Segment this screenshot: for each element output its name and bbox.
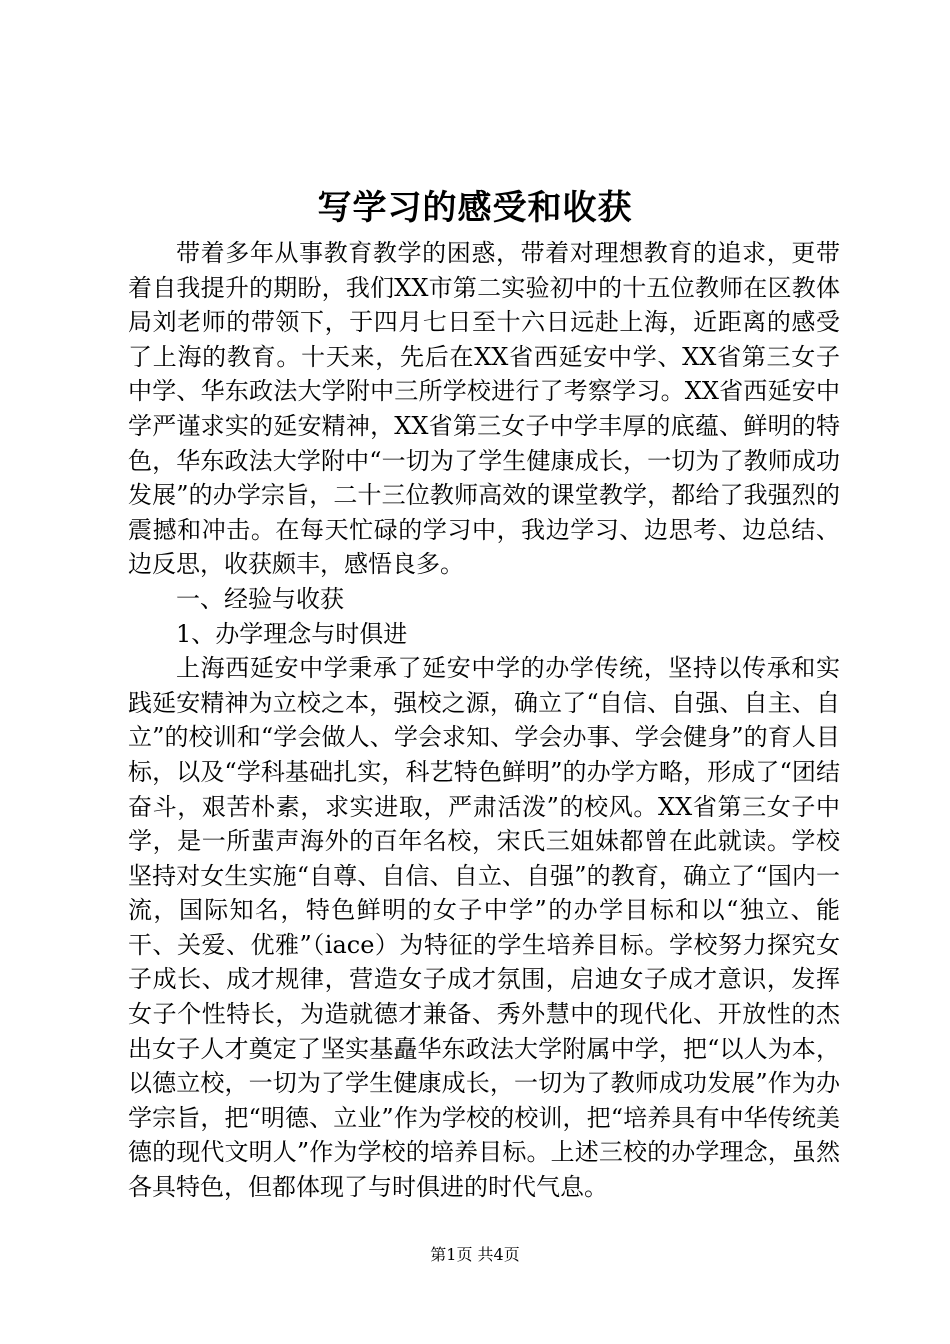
paragraph-intro: 带着多年从事教育教学的困惑，带着对理想教育的追求，更带着自我提升的期盼，我们XX市第二实验初中的十五位教师在区教体局刘老师的带领下，于四月七日至十六日远赴上海，近距离的感受了上海的教育。十天来，先后在XX省西延安中学、XX省第三女子中学、华东政法大学附中三所学校进行了考察学习。XX省西延安中学严谨求实的延安精神，XX省第三女子中学丰厚的底蕴、鲜明的特色，华东政法大学附中“一切为了学生健康成长，一切为了教师成功发展”的办学宗旨，二十三位教师高效的课堂教学，都给了我强烈的震撼和冲击。在每天忙碌的学习中，我边学习、边思考、边总结、边反思，收获颇丰，感悟良多。 — [128, 239, 840, 579]
section-heading: 一、经验与收获 — [176, 584, 344, 613]
page-title: 写学习的感受和收获 — [317, 188, 633, 228]
subsection-heading: 1、办学理念与时俱进 — [176, 619, 408, 648]
document-body — [128, 236, 840, 1205]
page-footer: 第1页 共4页 — [430, 1245, 520, 1264]
paragraph-school-philosophy: 上海西延安中学秉承了延安中学的办学传统，坚持以传承和实践延安精神为立校之本，强校之源，确立了“自信、自强、自主、自立”的校训和“学会做人、学会求知、学会办事、学会健身”的育人目标，以及“学科基础扎实，科艺特色鲜明”的办学方略，形成了“团结奋斗，艰苦朴素，求实进取，严肃活泼”的校风。XX省第三女子中学，是一所蜚声海外的百年名校，宋氏三姐妹都曾在此就读。学校坚持对女生实施“自尊、自信、自立、自强”的教育，确立了“国内一流，国际知名，特色鲜明的女子中学”的办学目标和以“独立、能干、关爱、优雅”（iace）为特征的学生培养目标。学校努力探究女子成长、成才规律，营造女子成才氛围，启迪女子成才意识，发挥女子个性特长，为造就德才兼备、秀外慧中的现代化、开放性的杰出女子人才奠定了坚实基矗华东政法大学附属中学，把“以人为本，以德立校，一切为了学生健康成长，一切为了教师成功发展”作为办学宗旨，把“明德、立业”作为学校的校训，把“培养具有中华传统美德的现代文明人”作为学校的培养目标。上述三校的办学理念，虽然各具特色，但都体现了与时俱进的时代气息。 — [128, 654, 840, 1202]
